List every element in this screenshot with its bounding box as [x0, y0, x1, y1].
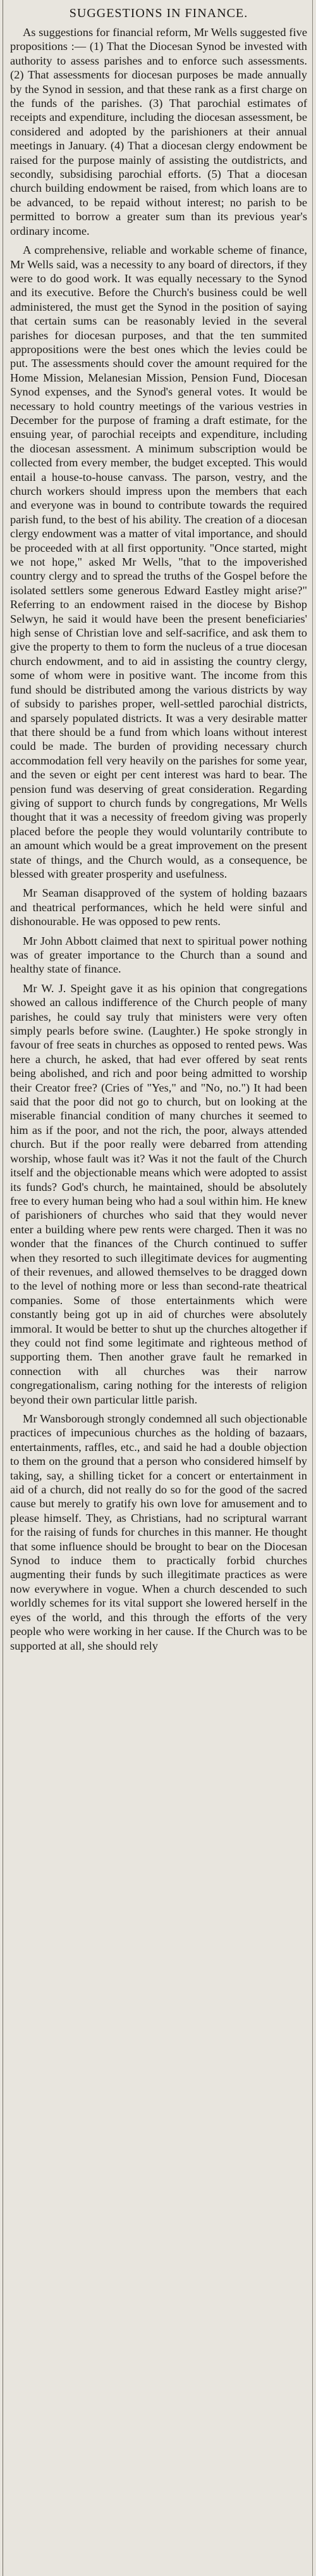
paragraph-seaman: Mr Seaman disapproved of the system of holding bazaars and theatrical performances, which he held were sinful and dishonourable. He was opposed to pew rents.: [10, 887, 307, 928]
article-heading: SUGGESTIONS IN FINANCE.: [69, 6, 248, 20]
paragraph-financial-proposals: As suggestions for financial reform, Mr Wells suggested five propositions :— (1) That the Diocesan Synod be invested with authority to assess parishes and to enforce such assessments. (2) That assessments for diocesan purposes be made annually by the Synod in session, and that these rank as a first charge on the funds of the parishes. (3) That parochial estimates of receipts and expenditure, including the diocesan assessment, be considered and adopted by the parishioners at their annual meetings in January. (4) That a diocesan clergy endowment be raised for the purpose mainly of assisting the outdistricts, and secondly, subsidising parochial efforts. (5) That a diocesan church building endowment be raised, from which loans are to be advanced, to be repaid without interest; no parish to be permitted to borrow a greater sum than its previous year's ordinary income.: [10, 26, 307, 237]
article-body: [10, 25, 307, 1653]
paragraph-speight: Mr W. J. Speight gave it as his opinion that congregations showed an callous indifference of the Church people of many parishes, he could say truly that ministers were very often simply pearls before swine. (Laughter.) He spoke strongly in favour of free seats in churches as opposed to rented pews. Was here a church, he asked, that had ever offered by seat rents being abolished, and rich and poor being admitted to worship their Creator free? (Cries of "Yes," and "No, no.") It had been said that the poor did not go to church, but on looking at the miserable financial condition of many churches it seemed to him as if the poor, and not the rich, the poor, always attended church. But if the poor really were debarred from attending worship, whose fault was it? Was it not the fault of the Church itself and the objectionable means which were adopted to assist its funds? God's church, he maintained, should be absolutely free to every human being who had a soul within him. He knew of parishioners of churches who said that they would never enter a building where pew rents were charged. Then it was no wonder that the finances of the Church continued to suffer when they resorted to such illegitimate devices for augmenting of their revenues, and allowed themselves to be dragged down to the level of nothing more or less than second-rate theatrical companies. Some of those entertainments which were constantly being got up in aid of churches were absolutely immoral. It would be better to shut up the churches altogether if they could not find some legitimate and righteous method of supporting them. Then another grave fault he remarked in connection with all churches was their narrow congregationalism, caring nothing for the interests of religion beyond their own particular little parish.: [10, 981, 307, 1406]
paragraph-wells-scheme: A comprehensive, reliable and workable scheme of finance, Mr Wells said, was a necessity to any board of directors, if they were to do good work. It was equally necessary to the Synod and its executive. Before the Church's business could be well administered, the must get the Synod in the position of saying that certain sums can be reasonably levied in the several parishes for diocesan purposes, and that the ten summited appropositions were the best ones which the levies could be put. The assessments should cover the amount required for the Home Mission, Melanesian Mission, Pension Fund, Diocesan Synod expenses, and the Synod's general votes. It would be necessary to hold country meetings of the various vestries in December for the purpose of framing a draft estimate, for the ensuing year, of parochial receipts and expenditure, including the diocesan assessment. A minimum subscription would be collected from every member, the budget excepted. This would entail a house-to-house canvass. The parson, vestry, and the church workers should impress upon the members that each and everyone was in bound to contribute towards the required parish fund, to the best of his ability. The creation of a diocesan clergy endowment was a matter of vital importance, and should be proceeded with at all first opportunity. "Once started, might we not hope," asked Mr Wells, "that to the impoverished country clergy and to spread the truths of the Gospel before the isolated settlers some generous Edward Eastley might arise?" Referring to an endowment raised in the diocese by Bishop Selwyn, he said it would have been the present beneficiaries' high sense of Christian love and self-sacrifice, and ask them to give the property to them to form the nucleus of a true diocesan church endowment, and to aid in assisting the country clergy, some of whom were in positive want. The income from this fund should be distributed among the various districts by way of subsidy to parishes proper, well-settled parochial districts, and sparsely populated districts. It was a very desirable matter that there should be a fund from which loans without interest could be made. The burden of providing necessary church accommodation fell very heavily on the parishes for some year, and the seven or eight per cent interest was hard to bear. The pension fund was deserving of great consideration. Regarding giving of support to church funds by congregations, Mr Wells thought that it was a necessity of freedom giving was properly placed before the people they would voluntarily contribute to an amount which would be a great improvement on the present state of things, and the Church would, as a consequence, be blessed with greater prosperity and usefulness.: [10, 244, 307, 880]
column-rule-right: [312, 0, 313, 2576]
paragraph-wansborough: Mr Wansborough strongly condemned all such objectionable practices of impecunious churches as the holding of bazaars, entertainments, raffles, etc., and said he had a double objection to them on the ground that a person who considered himself by taking, say, a shilling ticket for a concert or entertainment in aid of a church, did not really do so for the good of the sacred cause but merely to gratify his own love for amusement and to please himself. They, as Christians, had no scriptural warrant for the raising of funds for churches in this manner. He thought that some influence should be brought to bear on the Diocesan Synod to induce them to practically forbid churches augmenting their funds by such illegitimate practices as were now everywhere in vogue. When a church descended to such worldly schemes for its vital support she lowered herself in the eyes of the world, and this through the efforts of the very people who were working in her cause. If the Church was to be supported at all, she should rely: [10, 1412, 307, 1652]
paragraph-abbott: Mr John Abbott claimed that next to spiritual power nothing was of greater importance to the Church than a sound and healthy state of finance.: [10, 934, 307, 976]
